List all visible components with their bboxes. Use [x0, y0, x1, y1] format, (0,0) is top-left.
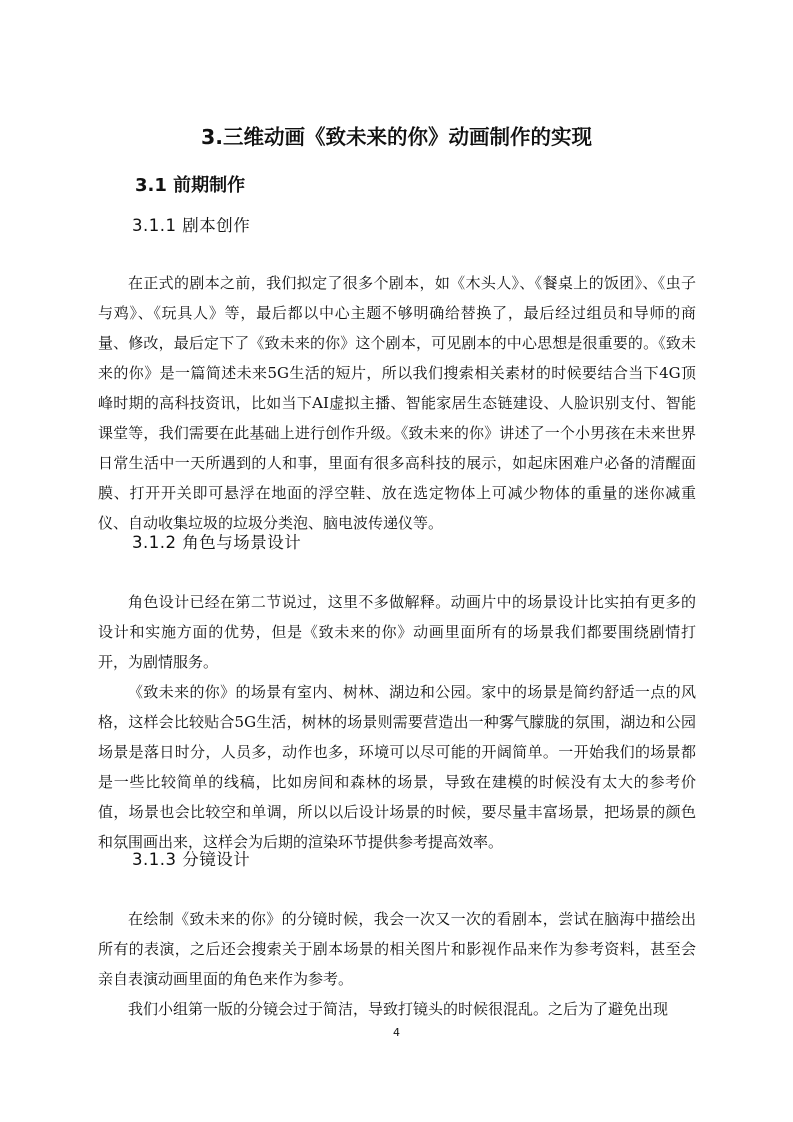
paragraph-storyboard-first-version: 我们小组第一版的分镜会过于简洁，导致打镜头的时候很混乱。之后为了避免出现 — [128, 1000, 669, 1018]
subsection-heading-script: 3.1.1 剧本创作 — [132, 216, 251, 235]
paragraph-character-design: 角色设计已经在第二节说过，这里不多做解释。动画片中的场景设计比实拍有更多的设计和实施方面的优势，但是《致未来的你》动画里面所有的场景我们都要围绕剧情打开，为剧情服务。 — [98, 593, 696, 671]
subsection-heading-storyboard: 3.1.3 分镜设计 — [132, 850, 251, 869]
section-heading: 3.1 前期制作 — [135, 175, 246, 196]
paragraph-script-writing: 在正式的剧本之前，我们拟定了很多个剧本，如《木头人》、《餐桌上的饭团》、《虫子与鸡》、《玩具人》等，最后都以中心主题不够明确给替换了，最后经过组员和导师的商量、修改，最后定下了《致未来的你》这个剧本，可见剧本的中心思想是很重要的。《致未来的你》是一篇简述未来5G生活的短片，所以我们搜索相关素材的时候要结合当下4G顶峰时期的高科技资讯，比如当下AI虚拟主播、智能家居生态链建设、人脸识别支付、智能课堂等，我们需要在此基础上进行创作升级。《致未来的你》讲述了一个小男孩在未来世界日常生活中一天所遇到的人和事，里面有很多高科技的展示，如起床困难户必备的清醒面膜、打开开关即可悬浮在地面的浮空鞋、放在选定物体上可减少物体的重量的迷你减重仪、自动收集垃圾的垃圾分类泡、脑电波传递仪等。 — [98, 274, 696, 532]
chapter-title: 3.三维动画《致未来的你》动画制作的实现 — [200, 125, 593, 149]
paragraph-scene-design: 《致未来的你》的场景有室内、树林、湖边和公园。家中的场景是简约舒适一点的风格，这样会比较贴合5G生活，树林的场景则需要营造出一种雾气朦胧的氛围，湖边和公园场景是落日时分，人员多，动作也多，环境可以尽可能的开阔简单。一开始我们的场景都是一些比较简单的线稿，比如房间和森林的场景，导致在建模的时候没有太大的参考价值，场景也会比较空和单调，所以以后设计场景的时候，要尽量丰富场景，把场景的颜色和氛围画出来，这样会为后期的渲染环节提供参考提高效率。 — [98, 683, 696, 851]
paragraph-storyboard-drawing: 在绘制《致未来的你》的分镜时候，我会一次又一次的看剧本，尝试在脑海中描绘出所有的表演，之后还会搜索关于剧本场景的相关图片和影视作品来作为参考资料，甚至会亲自表演动画里面的角色来作为参考。 — [98, 910, 696, 988]
subsection-heading-character-scene: 3.1.2 角色与场景设计 — [132, 533, 302, 552]
page-number: 4 — [393, 1026, 400, 1039]
